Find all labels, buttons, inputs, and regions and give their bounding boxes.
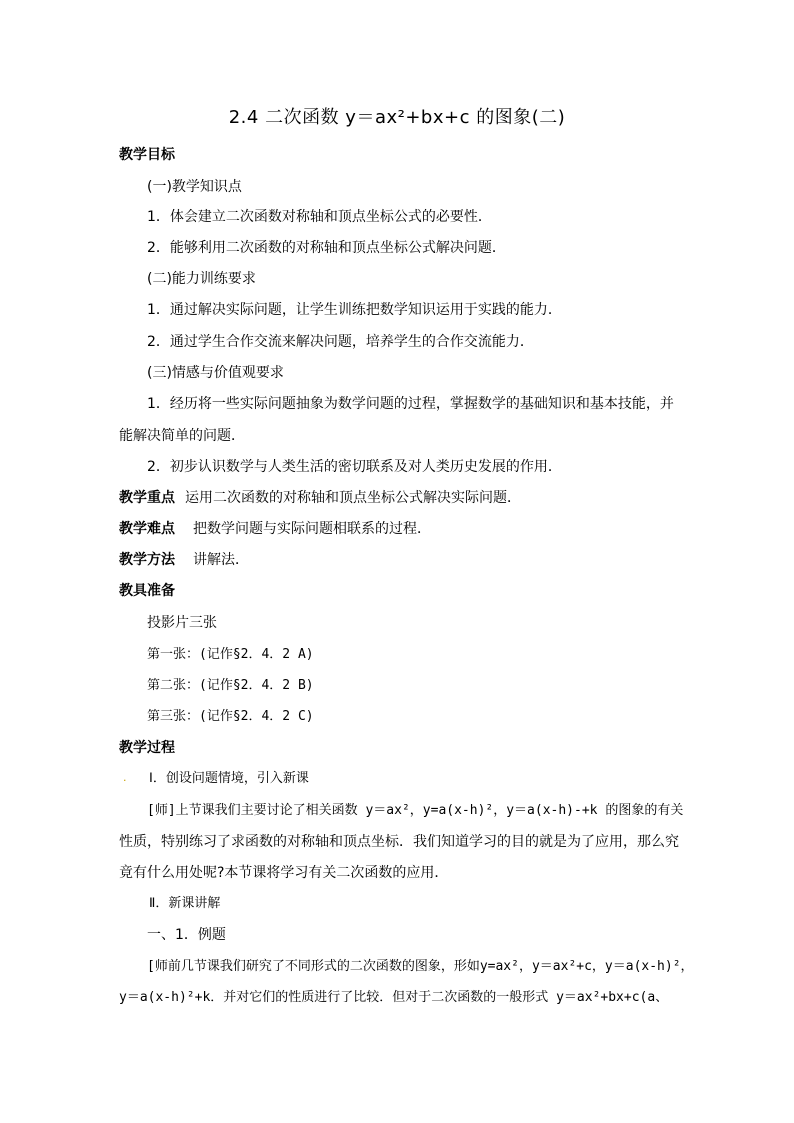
process-para-2-line-1: [师前几节课我们研究了不同形式的二次函数的图象，形如y=ax²，y＝ax²+c，y＝a(x-h)²， xyxy=(147,959,694,974)
emotion-item-1-line-2: 能解决简单的问题． xyxy=(119,428,245,444)
emotion-label: (三)情感与价值观要求 xyxy=(147,365,284,381)
ability-item-1: 1．通过解决实际问题，让学生训练把数学知识运用于实践的能力． xyxy=(147,302,562,318)
method-row xyxy=(119,551,249,569)
ability-label: (二)能力训练要求 xyxy=(147,271,256,287)
knowledge-item-2: 2．能够利用二次函数的对称轴和顶点坐标公式解决问题． xyxy=(147,240,506,256)
knowledge-item-1: 1．体会建立二次函数对称轴和顶点坐标公式的必要性． xyxy=(147,209,492,225)
process-para-1-line-1: [师]上节课我们主要讨论了相关函数 y＝ax²，y=a(x-h)²，y＝a(x-h)-+k 的图象的有关 xyxy=(147,803,684,818)
difficulty-label: 教学难点 xyxy=(119,521,175,537)
method-label: 教学方法 xyxy=(119,552,175,568)
process-para-1-line-3: 竟有什么用处呢?本节课将学习有关二次函数的应用． xyxy=(119,865,449,881)
ability-item-2: 2．通过学生合作交流来解决问题，培养学生的合作交流能力． xyxy=(147,334,534,350)
materials-intro: 投影片三张 xyxy=(147,615,217,631)
page-title: 2.4 二次函数 y＝ax²+bx+c 的图象(二) xyxy=(228,107,566,128)
key-point-text: 运用二次函数的对称轴和顶点坐标公式解决实际问题． xyxy=(185,490,521,506)
process-para-2-line-2: y＝a(x-h)²+k．并对它们的性质进行了比较．但对于二次函数的一般形式 y＝ax²+bx+c(a、 xyxy=(119,990,669,1005)
materials-heading: 教具准备 xyxy=(119,583,175,599)
process-step-1: Ⅰ．创设问题情境，引入新课 xyxy=(149,771,309,786)
list-marker-dot: . xyxy=(123,771,127,784)
emotion-item-2: 2．初步认识数学与人类生活的密切联系及对人类历史发展的作用． xyxy=(147,459,562,475)
process-sub-1: 一、1．例题 xyxy=(147,927,226,943)
objectives-heading: 教学目标 xyxy=(119,147,175,163)
process-step-2: Ⅱ．新课讲解 xyxy=(149,896,221,911)
process-heading: 教学过程 xyxy=(119,740,175,756)
materials-item-2: 第二张：(记作§2．4．2 B) xyxy=(147,678,314,693)
difficulty-row xyxy=(119,520,431,538)
process-para-1-line-2: 性质，特别练习了求函数的对称轴和顶点坐标．我们知道学习的目的就是为了应用，那么究 xyxy=(119,834,679,850)
key-point-row xyxy=(119,489,521,507)
method-text: 讲解法． xyxy=(193,552,249,568)
difficulty-text: 把数学问题与实际问题相联系的过程． xyxy=(193,521,431,537)
knowledge-label: (一)教学知识点 xyxy=(147,179,242,195)
emotion-item-1-line-1: 1．经历将一些实际问题抽象为数学问题的过程，掌握数学的基础知识和基本技能，并 xyxy=(147,396,674,412)
key-point-label: 教学重点 xyxy=(119,490,175,506)
materials-item-1: 第一张：(记作§2．4．2 A) xyxy=(147,647,314,662)
materials-item-3: 第三张：(记作§2．4．2 C) xyxy=(147,709,314,724)
